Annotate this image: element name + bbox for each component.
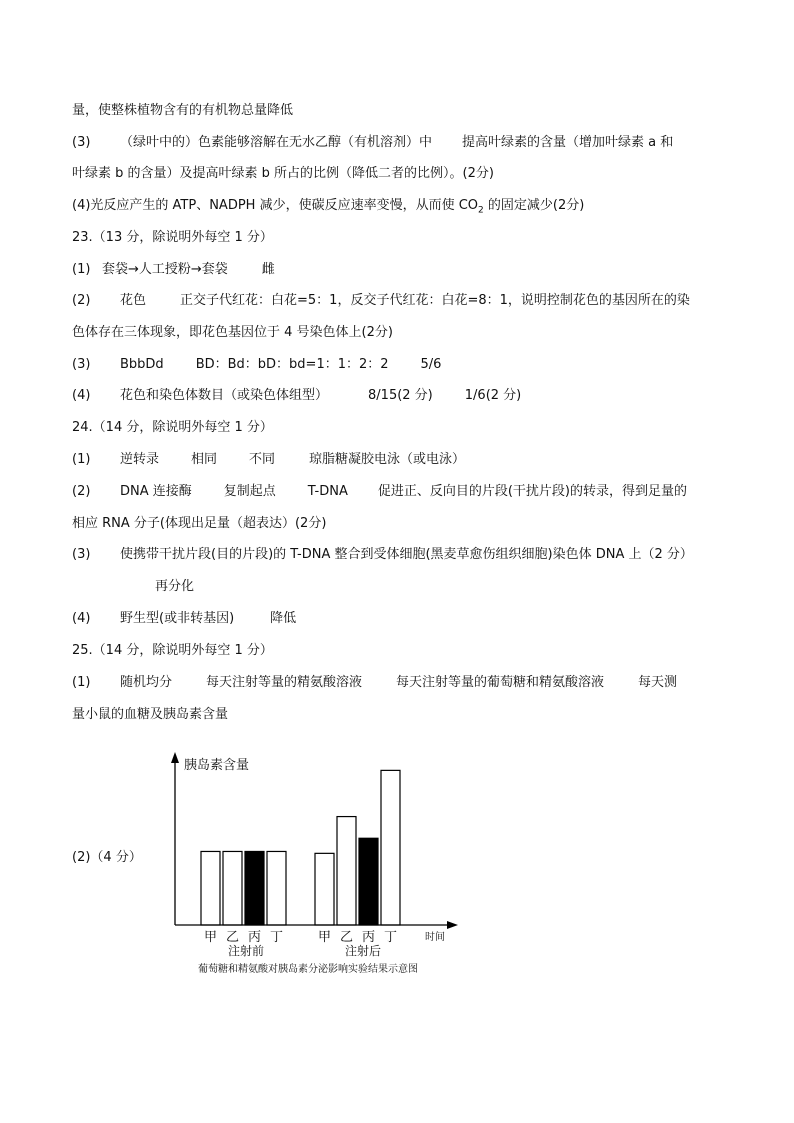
answer-23-3: (3) BbbDd BD：Bd：bD：bd=1：1：2：2 5/6 — [72, 357, 442, 372]
answer-23-2: (2) 花色 正交子代红花：白花=5：1，反交子代红花：白花=8：1，说明控制花色的基因所在的染 — [72, 293, 690, 308]
question-24-header: 24.（14 分，除说明外每空 1 分） — [72, 420, 273, 435]
category-label: 甲 — [317, 930, 332, 945]
text-line: 叶绿素 b 的含量）及提高叶绿素 b 所占的比例（降低二者的比例）。(2分) — [72, 166, 494, 181]
bar-after-2 — [359, 838, 378, 925]
bar-before-2 — [245, 851, 264, 925]
answer-22-3: (3) （绿叶中的）色素能够溶解在无水乙醇（有机溶剂）中 提高叶绿素的含量（增加叶绿素 a 和 — [72, 135, 674, 150]
category-label: 乙 — [225, 930, 240, 945]
text-line: 色体存在三体现象，即花色基因位于 4 号染色体上(2分) — [72, 325, 393, 340]
answer-24-4: (4) 野生型(或非转基因) 降低 — [72, 611, 297, 626]
bar-before-3 — [267, 851, 286, 925]
question-25-header: 25.（14 分，除说明外每空 1 分） — [72, 643, 273, 658]
group-label-before: 注射前 — [227, 944, 265, 958]
category-label: 乙 — [339, 930, 354, 945]
text-line: 量，使整株植物含有的有机物总量降低 — [72, 103, 294, 118]
answer-22-4: (4)光反应产生的 ATP、NADPH 减少，使碳反应速率变慢，从而使 $CO_2$ 的固定减少(2分) — [72, 198, 585, 216]
chart-caption: 葡萄糖和精氨酸对胰岛素分泌影响实验结果示意图 — [198, 964, 418, 975]
answer-25-2-label: (2)（4 分） — [72, 850, 142, 865]
x-axis-arrow — [447, 921, 458, 929]
y-axis-label: 胰岛素含量 — [184, 758, 250, 773]
answer-24-2: (2) DNA 连接酶 复制起点 T-DNA 促进正、反向目的片段(干扰片段)的转录，得到足量的 — [72, 484, 688, 499]
answer-24-3: (3) 使携带干扰片段(目的片段)的 T-DNA 整合到受体细胞(黑麦草愈伤组织细胞)染色体 DNA 上（2 分） — [72, 547, 693, 562]
y-axis-arrow — [171, 752, 179, 763]
group-label-after: 注射后 — [344, 944, 382, 958]
text-line: 相应 RNA 分子(体现出足量（超表达）(2分) — [72, 516, 327, 531]
text-line: 再分化 — [155, 579, 195, 594]
category-label: 丙 — [247, 930, 262, 945]
answer-23-1: (1) 套袋→人工授粉→套袋 雌 — [72, 262, 275, 277]
category-label: 丙 — [361, 930, 376, 945]
answer-23-4: (4) 花色和染色体数目（或染色体组型） 8/15(2 分) 1/6(2 分) — [72, 388, 522, 403]
bar-after-1 — [337, 817, 356, 925]
bar-after-3 — [381, 770, 400, 925]
text-line: 量小鼠的血糖及胰岛素含量 — [72, 707, 229, 722]
question-23-header: 23.（13 分，除说明外每空 1 分） — [72, 230, 273, 245]
answer-25-1: (1) 随机均分 每天注射等量的精氨酸溶液 每天注射等量的葡萄糖和精氨酸溶液 每天测 — [72, 675, 678, 690]
bar-after-0 — [315, 853, 334, 925]
category-label: 甲 — [203, 930, 218, 945]
answer-24-1: (1) 逆转录 相同 不同 琼脂糖凝胶电泳（或电泳） — [72, 452, 466, 467]
category-label: 丁 — [383, 930, 398, 945]
x-axis-label: 时间 — [425, 932, 445, 943]
bar-before-1 — [223, 851, 242, 925]
bar-before-0 — [201, 851, 220, 925]
category-label: 丁 — [269, 930, 284, 945]
